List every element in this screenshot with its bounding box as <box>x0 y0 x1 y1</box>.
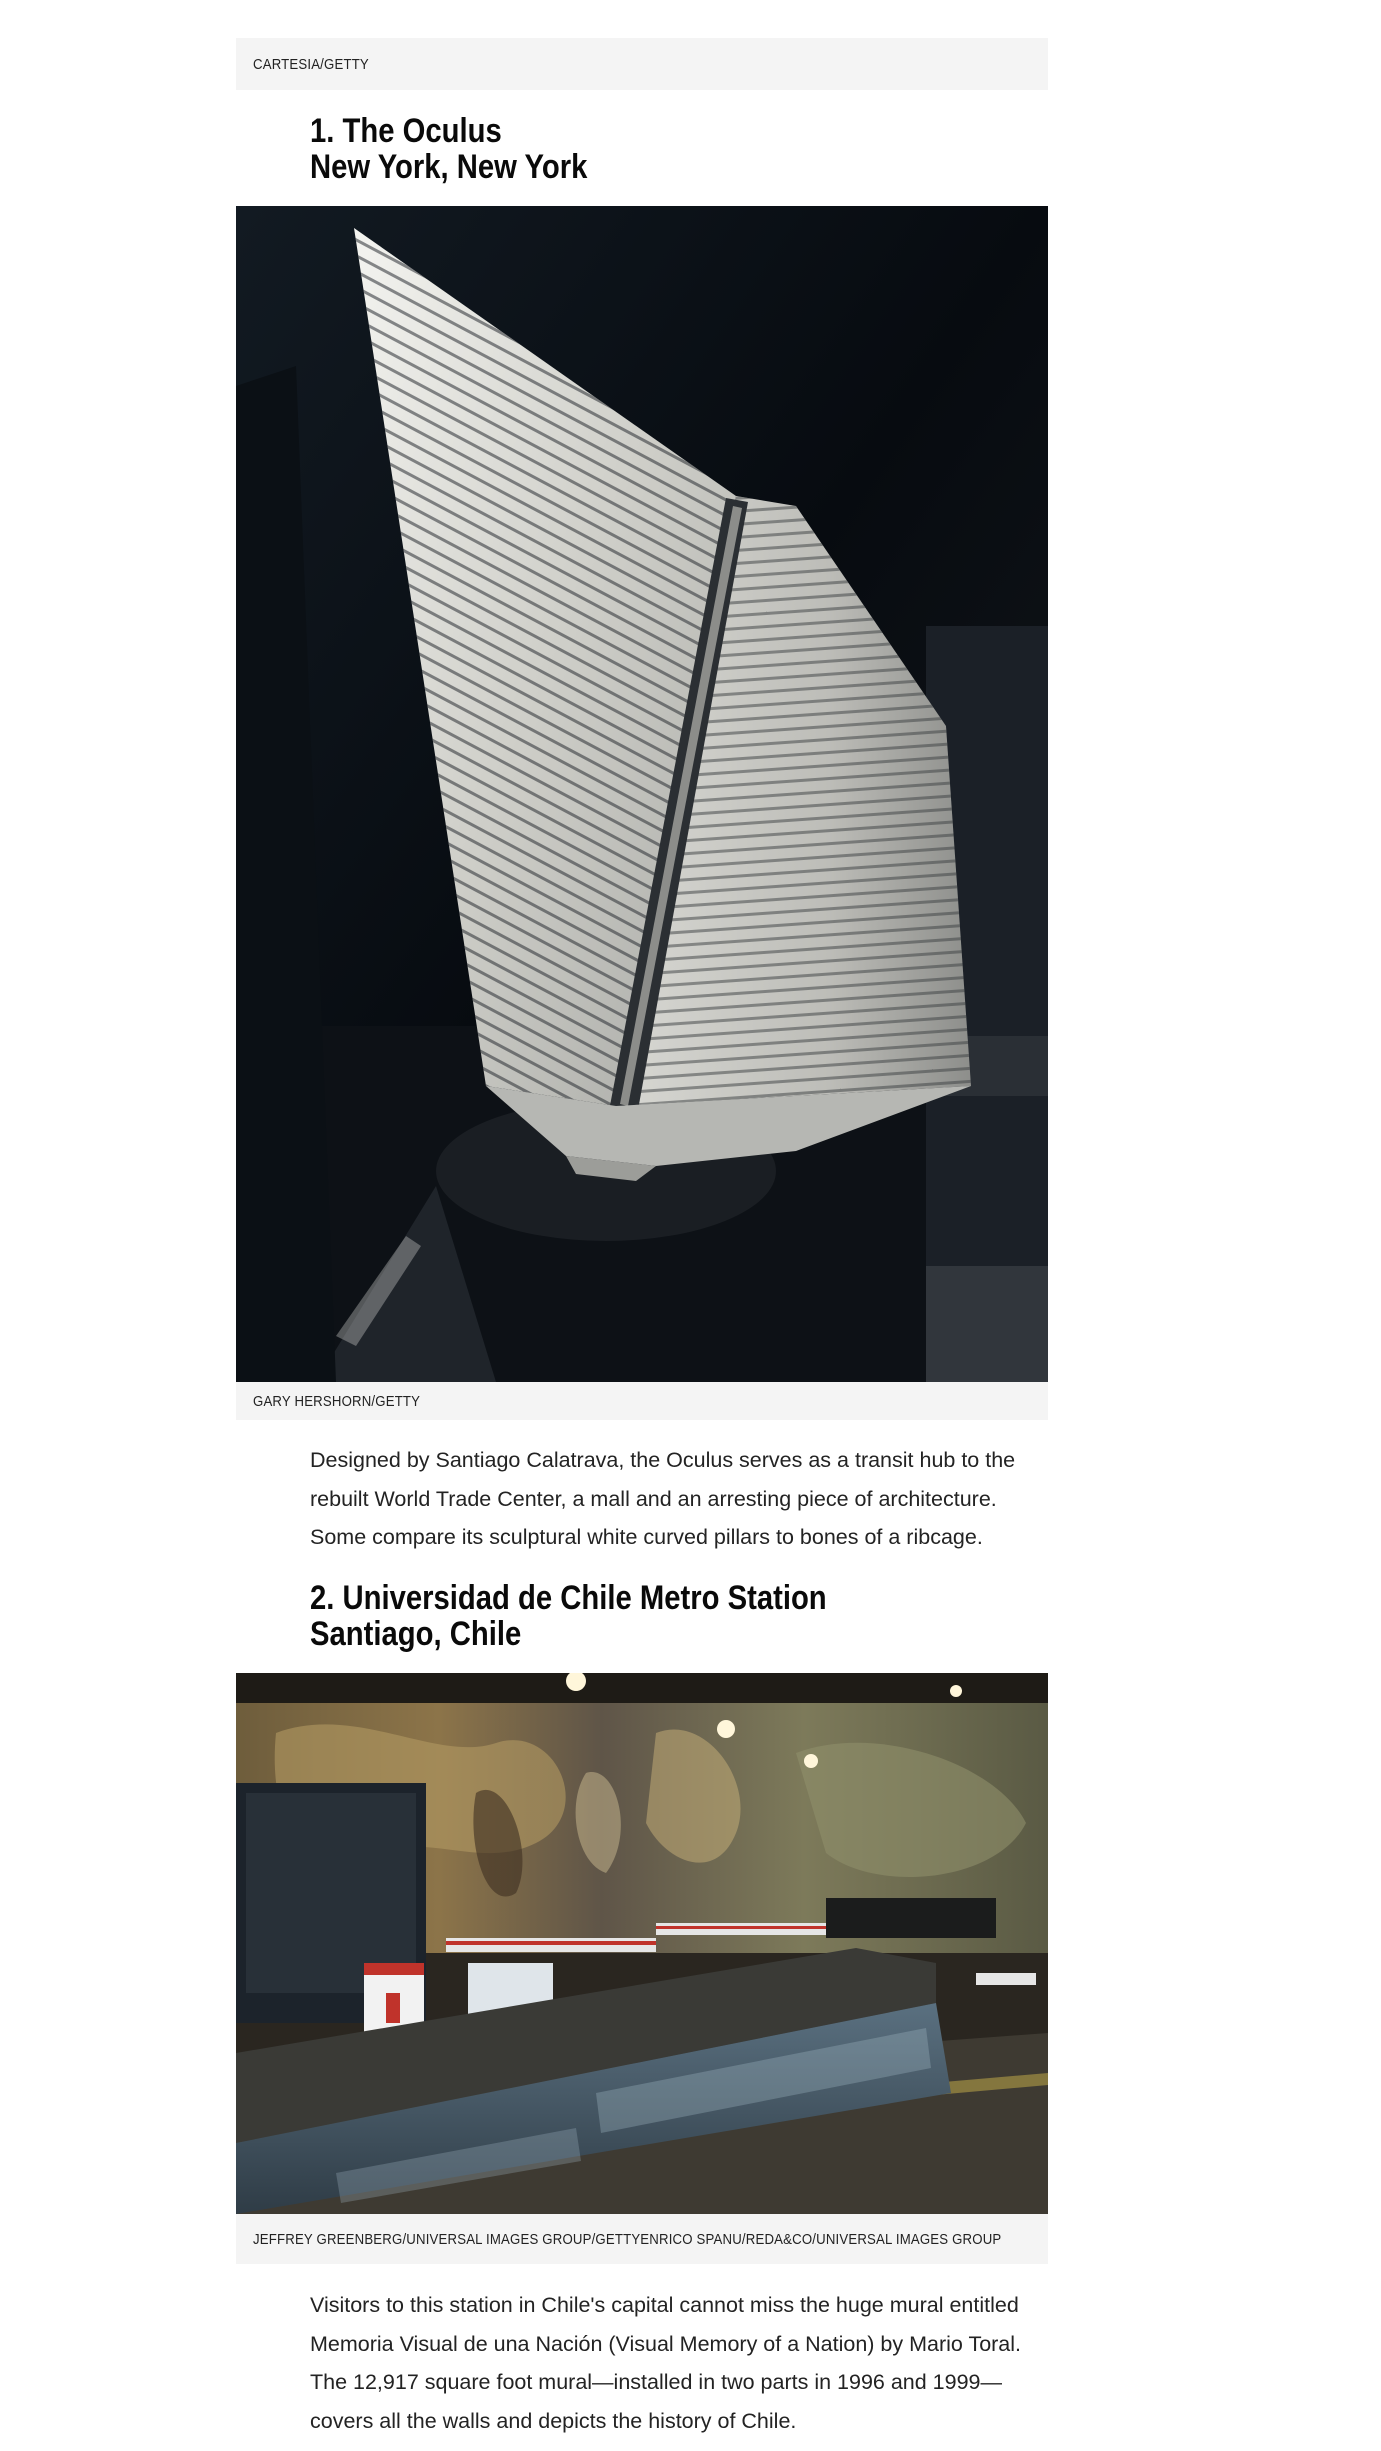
section-heading-universidad-de-chile <box>310 1580 911 1652</box>
metro-station-photo <box>236 1673 1048 2214</box>
photo-credit-metro-station <box>236 2214 1048 2264</box>
photo-credit-oculus <box>236 1382 1048 1420</box>
section-heading-location: Santiago, Chile <box>310 1615 522 1653</box>
section-heading-oculus <box>310 113 633 185</box>
photo-credit-text: JEFFREY GREENBERG/UNIVERSAL IMAGES GROUP/GETTYENRICO SPANU/REDA&CO/UNIVERSAL IMAGES GROUP <box>253 2230 1002 2248</box>
photo-credit-text: GARY HERSHORN/GETTY <box>253 1392 421 1410</box>
section-description-oculus: Designed by Santiago Calatrava, the Oculus serves as a transit hub to the rebuilt World Trade Center, a mall and an arresting piece of architecture. Some compare its sculptural white curved pillars to bones of a ribcage. <box>310 1448 1016 1549</box>
photo-credit-top <box>236 38 1048 90</box>
photo-credit-text: CARTESIA/GETTY <box>253 55 369 73</box>
section-heading-title: 1. The Oculus <box>310 112 502 150</box>
section-heading-title: 2. Universidad de Chile Metro Station <box>310 1579 827 1617</box>
section-heading-location: New York, New York <box>310 148 588 186</box>
section-description-metro-station: Visitors to this station in Chile's capital cannot miss the huge mural entitled Memoria Visual de una Nación (Visual Memory of a Nation) by Mario Toral. The 12,917 square foot mural—installed in two parts in 1996 and 1999—covers all the walls and depicts the history of Chile. <box>310 2293 1022 2433</box>
oculus-photo <box>236 206 1048 1382</box>
